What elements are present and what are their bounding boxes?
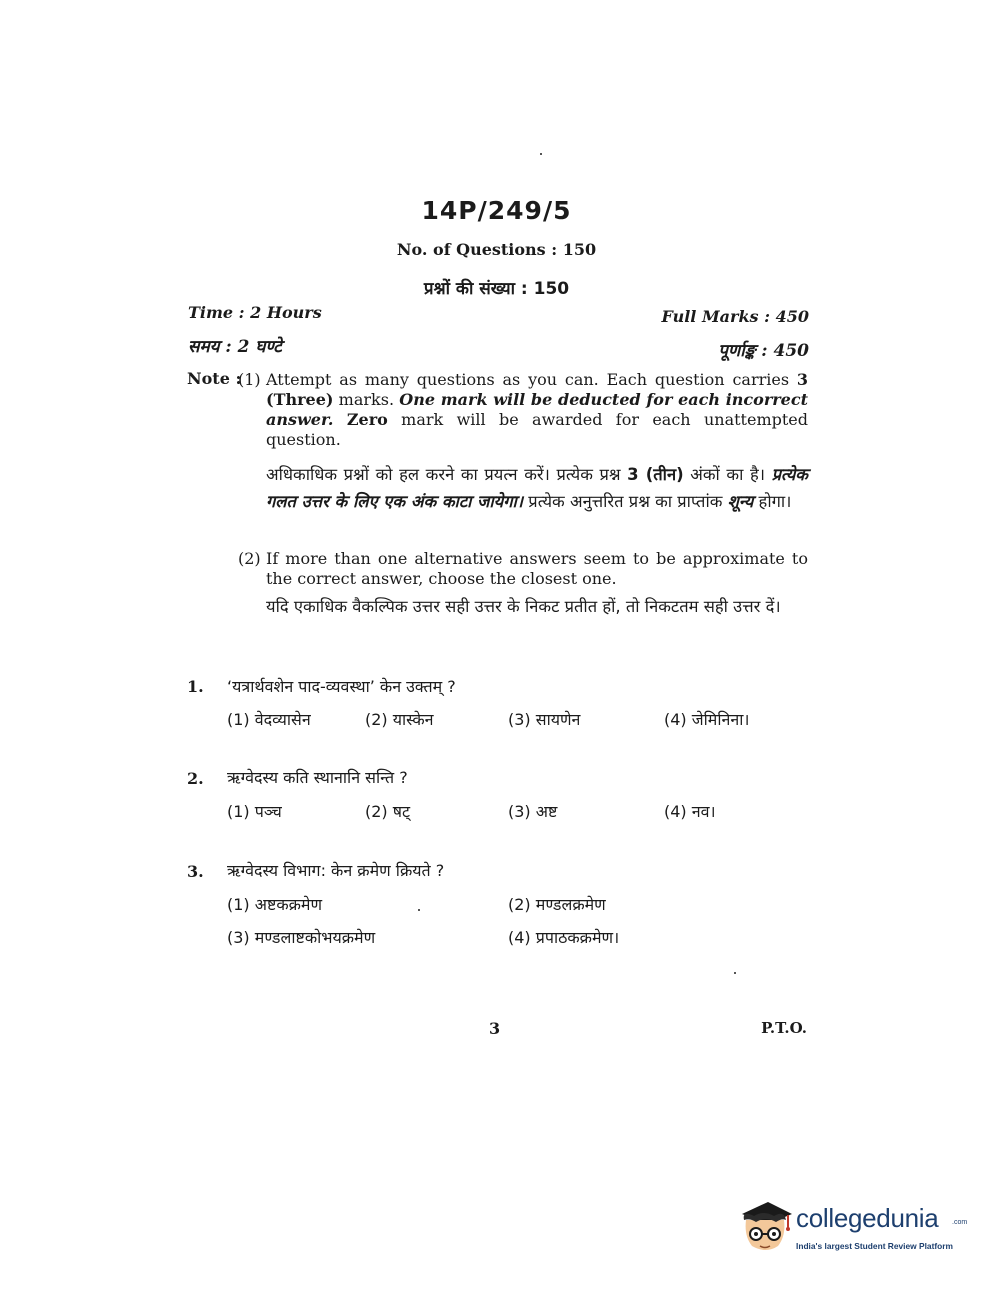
num-questions-en: No. of Questions : 150 <box>396 240 597 259</box>
full-marks-en: Full Marks : 450 <box>661 307 809 326</box>
watermark-brand-name: collegedunia <box>796 1203 939 1233</box>
num-questions-hi: प्रश्नों की संख्या : 150 <box>423 279 570 299</box>
question-1-option-2: (2) यास्केन <box>365 710 434 729</box>
note-1-hi-text: अधिकाधिक प्रश्नों को हल करने का प्रयत्न करें। प्रत्येक प्रश्न <box>266 465 628 484</box>
question-3-number: 3. <box>187 862 204 881</box>
note-1-hi-text: होगा। <box>753 492 792 511</box>
note-label: Note : <box>187 369 242 388</box>
question-3-option-4: (4) प्रपाठकक्रमेण। <box>508 928 620 947</box>
note-1-hi-deduction: प्रत्येक गलत उत्तर के लिए एक अंक काटा जायेगा। <box>266 465 808 511</box>
note-1-en-marks: 3 (Three) <box>266 370 808 409</box>
question-2-option-4: (4) नव। <box>664 802 716 821</box>
question-3-option-3: (3) मण्डलाष्टकोभयक्रमेण <box>227 928 376 947</box>
question-1-text: ‘यत्रार्थवशेन पाद-व्यवस्था’ केन उक्तम् ? <box>227 677 456 696</box>
question-1-number: 1. <box>187 677 204 696</box>
note-1-hi-marks: 3 (तीन) <box>627 465 684 484</box>
time-hi: समय : 2 घण्टे <box>188 337 282 357</box>
note-2-english: If more than one alternative answers seem to be approximate to the correct answer, choose the closest one. <box>266 549 808 588</box>
note-1-english <box>266 370 808 450</box>
scan-speck <box>540 153 542 155</box>
note-1-number: (1) <box>238 370 261 389</box>
note-1-hi-text: अंकों का है। <box>683 465 772 484</box>
question-2-option-3: (3) अष्ट <box>508 802 558 821</box>
question-1-option-4: (4) जेमिनिना। <box>664 710 750 729</box>
note-1-en-text: Attempt as many questions as you can. Each question carries <box>266 370 797 389</box>
question-1-option-3: (3) सायणेन <box>508 710 581 729</box>
question-3-option-2: (2) मण्डलक्रमेण <box>508 895 606 914</box>
note-1-en-text <box>334 410 347 429</box>
question-3-option-1: (1) अष्टकक्रमेण <box>227 895 323 914</box>
question-2-option-1: (1) पञ्च <box>227 802 282 821</box>
note-1-en-deduction: One mark will be deducted for each incorrect answer. <box>266 390 808 429</box>
note-1-hindi <box>266 461 808 515</box>
scan-speck <box>734 972 736 974</box>
watermark-tagline: India's largest Student Review Platform <box>796 1241 953 1251</box>
note-1-en-zero: Zero <box>346 410 388 429</box>
scan-speck <box>418 909 420 911</box>
note-2-hindi: यदि एकाधिक वैकल्पिक उत्तर सही उत्तर के निकट प्रतीत हों, तो निकटतम सही उत्तर दें। <box>266 597 781 616</box>
note-1-hi-text: प्रत्येक अनुत्तरित प्रश्न का प्राप्तांक <box>523 492 728 511</box>
note-1-en-text: mark will be awarded for each unattempted question. <box>266 410 808 449</box>
collegedunia-mascot-icon <box>736 1196 794 1256</box>
full-marks-hi: पूर्णाङ्क : 450 <box>718 341 809 361</box>
note-1-hi-zero: शून्य <box>727 492 754 511</box>
time-en: Time : 2 Hours <box>188 303 322 322</box>
question-2-number: 2. <box>187 769 204 788</box>
question-1-option-1: (1) वेदव्यासेन <box>227 710 311 729</box>
question-2-text: ऋग्वेदस्य कति स्थानानि सन्ति ? <box>227 768 408 787</box>
question-2-option-2: (2) षट् <box>365 802 411 821</box>
paper-code: 14P/249/5 <box>421 196 572 225</box>
pto-label: P.T.O. <box>761 1019 807 1037</box>
page-number: 3 <box>489 1019 501 1038</box>
note-2-number: (2) <box>238 549 261 568</box>
question-3-text: ऋग्वेदस्य विभाग: केन क्रमेण क्रियते ? <box>227 861 445 880</box>
note-1-en-text: marks. <box>333 390 400 409</box>
watermark-brand-suffix: .com <box>952 1219 968 1226</box>
